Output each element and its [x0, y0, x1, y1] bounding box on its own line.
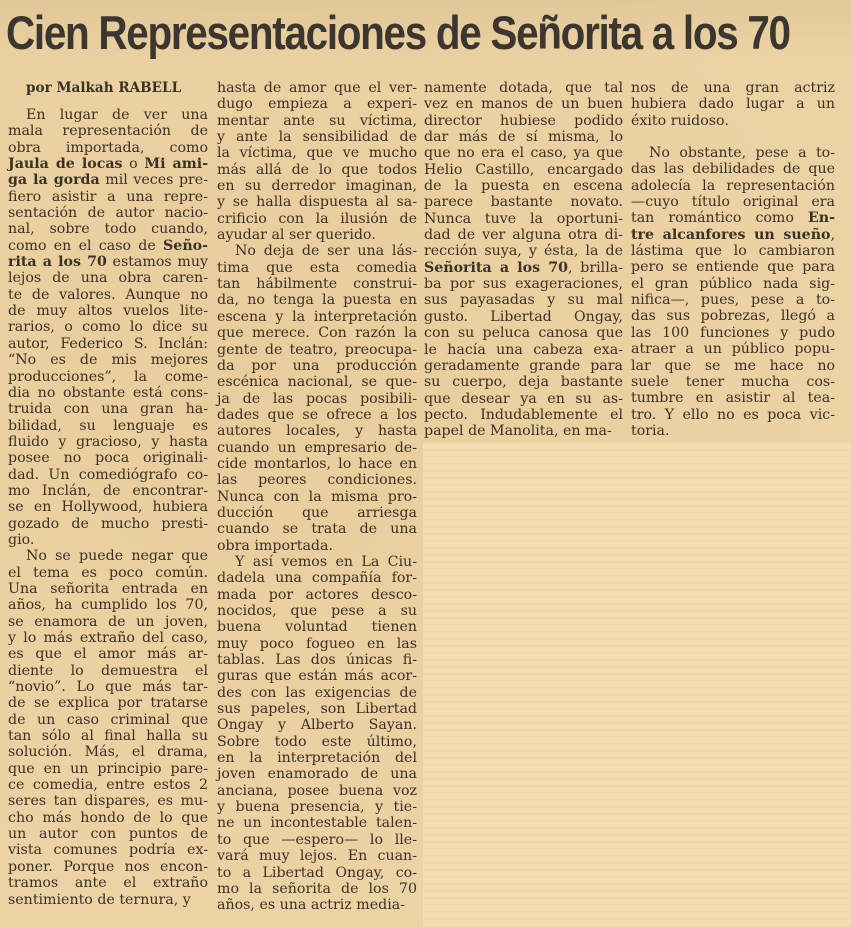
text-line: que en un principio pare- [8, 760, 208, 777]
text-line: muy poco fogueo en las [217, 635, 417, 652]
text-line: mentar ante su víctima, [217, 112, 417, 129]
text-line: ja de las pocas posibili- [217, 390, 417, 407]
text-line: namente dotada, que tal [424, 80, 623, 96]
text-line: gozado de mucho presti- [8, 515, 208, 532]
text-line: bilidad, su lenguaje es [8, 417, 208, 434]
text-line: atraer a un público popu- [631, 341, 835, 358]
text-line: rección suya, y ésta, la de [424, 243, 623, 260]
text-line: suele tener mucha cos- [631, 373, 835, 390]
text-line: Ongay y Alberto Sayan. [217, 717, 417, 734]
text-line: gio. [8, 531, 35, 548]
text-line: dadela una compañía for- [217, 570, 417, 587]
text-line: la víctima, que ve mucho [217, 145, 417, 162]
text-line: tan romántico como En- [631, 210, 835, 227]
text-line: tramos ante el extraño [8, 875, 208, 892]
text-line: pero se entiende que para [631, 259, 835, 276]
text-line: posee no poca originali- [8, 450, 208, 467]
paper-patch [423, 442, 851, 927]
text-line: cuando se trata de una [217, 521, 417, 538]
text-line: crificio con la ilusión de [217, 210, 417, 227]
text-line: solución. Más, el drama, [8, 744, 208, 761]
column-paragraphs [217, 80, 417, 914]
text-line: le hacía una cabeza exa- [424, 341, 623, 358]
text-line: como en el caso de Seño- [8, 237, 208, 254]
article-column-2 [217, 80, 417, 914]
text-line: —cuyo título original era [631, 194, 835, 211]
text-line: el tema es poco común. [8, 564, 208, 581]
paragraph [424, 80, 623, 440]
text-line: Una señorita entrada en [8, 580, 208, 597]
text-line: tan hábilmente construi- [217, 276, 417, 293]
text-line: anciana, posee buena voz [217, 782, 417, 799]
text-line: éxito ruidoso. [631, 112, 729, 129]
text-line: de muy altos vuelos lite- [8, 303, 208, 320]
text-line: vista comunes podría ex- [8, 842, 208, 859]
title-emphasis: ga la gorda [8, 172, 100, 189]
text-line: con su peluca canosa que [424, 325, 623, 342]
text-line: diente lo demuestra el [8, 662, 208, 679]
text-line: se enamora de un joven, [8, 613, 208, 630]
text-line: truida con una gran ha- [8, 401, 208, 418]
text-line: papel de Manolita, en ma- [424, 423, 612, 440]
title-emphasis: Mi ami- [144, 156, 208, 173]
text-line: lar que se me hace no [631, 357, 835, 374]
text-line: cide montarlos, lo hace en [217, 455, 417, 472]
text-line: “novio”. Lo que más tar- [8, 679, 208, 696]
title-emphasis: En- [807, 210, 835, 227]
text-line: da, no tenga la puesta en [217, 292, 417, 309]
text-line: dar más de sí misma, lo [424, 129, 623, 146]
text-line: tablas. Las dos únicas fi- [217, 652, 417, 669]
text-line: nifica—, pues, pese a to- [631, 292, 835, 309]
text-line: autor, Federico S. Inclán: [8, 335, 208, 352]
text-line: mala representación de [8, 123, 208, 140]
text-line: ne un incontestable talen- [217, 815, 417, 832]
text-line: No deja de ser una lás- [235, 243, 417, 260]
text-line: sentimiento de ternura, y [8, 891, 191, 908]
text-line: seres tan dispares, es mu- [8, 793, 208, 810]
text-line: des con las exigencias de [217, 684, 417, 701]
text-line: das las debilidades de que [631, 161, 835, 178]
text-line: buena voluntad tienen [217, 619, 417, 636]
text-line: nal, sobre todo cuando, [8, 221, 208, 238]
text-line: años, es una actriz media- [217, 897, 405, 914]
text-line: se en Hollywood, hubiera [8, 499, 208, 516]
text-line: años, ha cumplido los 70, [8, 597, 208, 614]
text-line: Sobre todo este último, [217, 733, 417, 750]
text-line: sentación de autor nacio- [8, 205, 208, 222]
text-line: y se halla dispuesta al sa- [217, 194, 417, 211]
text-line: obra importada. [217, 537, 333, 554]
title-emphasis: Señorita a los 70 [424, 259, 568, 276]
title-emphasis: rita a los 70 [8, 254, 107, 271]
column-paragraphs [424, 80, 623, 440]
text-line: tima que esta comedia [217, 259, 417, 276]
article-column-4 [631, 80, 835, 439]
text-line: de la puesta en escena [424, 178, 623, 195]
text-line: un autor con puntos de [8, 826, 208, 843]
text-line: más allá de lo que todos [217, 161, 417, 178]
text-line: ayudar al ser querido. [217, 227, 376, 244]
title-emphasis: tre alcanfores un sueño [631, 226, 831, 243]
text-line: cho más hondo de lo que [8, 809, 208, 826]
text-line: autores locales, y hasta [217, 423, 417, 440]
text-line: su cuerpo, deja bastante [424, 374, 623, 391]
text-line: y lo más extraño del caso, [8, 630, 208, 646]
text-line: mada por actores desco- [217, 586, 417, 603]
text-line: las peores condiciones. [217, 472, 417, 489]
text-line: hubiera dado lugar a un [631, 96, 835, 113]
text-line: tan sólo al final halla su [8, 728, 208, 745]
paragraph [217, 554, 417, 914]
text-line: las 100 funciones y pudo [631, 324, 835, 341]
text-line: vez en manos de un buen [424, 96, 623, 113]
title-emphasis: Seño- [163, 237, 208, 254]
text-line: tre alcanfores un sueño, [631, 226, 835, 243]
text-line: sus payasadas y su mal [424, 292, 623, 309]
text-line: y buena presencia, y tie- [217, 799, 417, 816]
text-line: Señorita a los 70, brilla- [424, 259, 623, 276]
text-line: Nunca tuve la oportuni- [424, 210, 623, 227]
text-line: director hubiese podido [424, 112, 623, 129]
text-line: de un caso criminal que [8, 711, 208, 728]
paragraph [631, 145, 835, 439]
text-line: en su derredor imaginan, [217, 178, 417, 195]
text-line: te de valores. Aunque no [8, 286, 208, 303]
article-column-3 [424, 80, 623, 440]
text-line: mo la señorita de los 70 [217, 880, 417, 897]
text-line: dades que se ofrece a los [217, 406, 417, 423]
text-line: dugo empieza a experi- [217, 96, 417, 113]
text-line: obra importada, como [8, 139, 208, 156]
text-line: ba por sus exageraciones, [424, 276, 623, 293]
paragraph [8, 548, 208, 908]
text-line: que no era el caso, ya que [424, 145, 623, 162]
text-line: parece bastante novato. [424, 194, 623, 211]
text-line: nocidos, que pese a su [217, 603, 417, 619]
text-line: poner. Porque nos encon- [8, 858, 208, 875]
text-line: Jaula de locas o Mi ami- [8, 156, 208, 173]
text-line: lejos de una obra caren- [8, 270, 208, 287]
text-line: cuando un empresario de- [217, 439, 417, 456]
text-line: vará muy lejos. En cuan- [217, 848, 417, 865]
headline: Cien Representaciones de Señorita a los 70 [6, 6, 790, 59]
text-line: de se explica por tratarse [8, 695, 208, 712]
text-line: gusto. Libertad Ongay, [424, 308, 623, 325]
text-line: “No es de mis mejores [8, 352, 208, 369]
text-line: pecto. Indudablemente el [424, 406, 623, 423]
article-column-1 [8, 80, 208, 908]
text-line: das sus pobrezas, llegó a [631, 308, 835, 325]
text-line: dad de ver alguna otra di- [424, 227, 623, 244]
text-line: fiero asistir a una repre- [8, 188, 208, 205]
text-line: to que —espero— lo lle- [217, 831, 417, 848]
text-line: En lugar de ver una [26, 107, 208, 123]
text-line: el gran público nada sig- [631, 275, 835, 292]
text-line: lástima que lo cambiaron [631, 243, 835, 260]
text-line: ducción que arriesga [217, 504, 417, 521]
text-line: tro. Y ello no es poca vic- [631, 406, 835, 423]
byline: por Malkah RABELL [26, 80, 182, 96]
text-line: dia no obstante está cons- [8, 384, 208, 401]
text-line: geradamente grande para [424, 357, 623, 374]
text-line: da por una producción [217, 357, 417, 374]
text-line: dad. Un comediógrafo co- [8, 466, 208, 483]
title-emphasis: Jaula de locas [8, 156, 123, 173]
text-line: Y así vemos en La Ciu- [235, 553, 417, 570]
text-line: mo Inclán, de encontrar- [8, 482, 208, 499]
text-line: guras que están más acor- [217, 668, 417, 685]
paragraph [217, 243, 417, 554]
text-line: toria. [631, 422, 670, 439]
text-line: escena y la interpretación [217, 308, 417, 325]
column-paragraphs [631, 80, 835, 439]
paragraph [8, 107, 208, 548]
text-line: gente de teatro, preocupa- [217, 341, 417, 358]
paragraph [217, 80, 417, 243]
text-line: sus papeles, son Libertad [217, 701, 417, 718]
text-line: to a Libertad Ongay, co- [217, 864, 417, 881]
text-line: nos de una gran actriz [631, 80, 835, 96]
text-line: escénica nacional, se que- [217, 374, 417, 391]
text-line: hasta de amor que el ver- [217, 80, 417, 96]
text-line: fluido y gracioso, y hasta [8, 433, 208, 450]
text-line: tumbre en asistir al tea- [631, 390, 835, 407]
paragraph [631, 80, 835, 129]
text-line: No se puede negar que [26, 548, 208, 565]
text-line: joven enamorado de una [217, 766, 417, 783]
text-line: Nunca con la misma pro- [217, 488, 417, 505]
text-line: rita a los 70 estamos muy [8, 254, 208, 271]
text-line: No obstante, pese a to- [649, 145, 835, 162]
text-line: producciones”, la come- [8, 368, 208, 385]
text-line: es que el amor más ar- [8, 646, 208, 663]
text-line: que merece. Con razón la [217, 325, 417, 342]
text-line: Helio Castillo, encargado [424, 161, 623, 178]
text-line: adolecía la representación [631, 177, 835, 194]
text-line: que desear ya en su as- [424, 390, 623, 407]
column-paragraphs [8, 107, 208, 908]
text-line: en la interpretación del [217, 750, 417, 767]
text-line: y ante la sensibilidad de [217, 129, 417, 146]
text-line: ce comedia, entre estos 2 [8, 777, 208, 794]
text-line: rarios, o como lo dice su [8, 319, 208, 336]
text-line: ga la gorda mil veces pre- [8, 172, 208, 189]
